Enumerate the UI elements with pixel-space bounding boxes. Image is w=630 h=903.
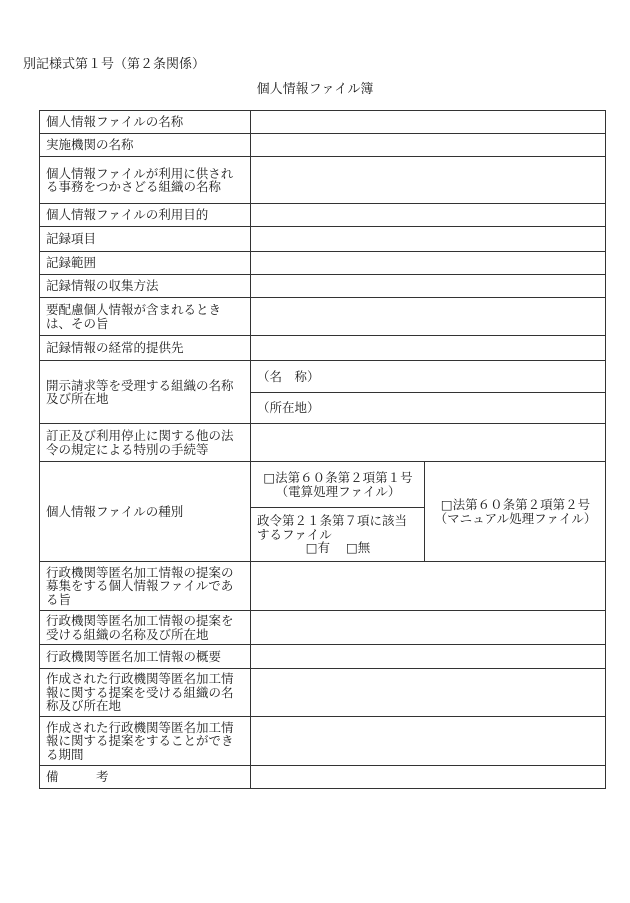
row-label-created-anon-org: 作成された行政機関等匿名加工情報に関する提案を受ける組織の名称及び所在地 xyxy=(40,669,251,717)
row-label-anon-proposal-recruit: 行政機関等匿名加工情報の提案の募集をする個人情報ファイルである旨 xyxy=(40,562,251,611)
row-label-request-org: 開示請求等を受理する組織の名称及び所在地 xyxy=(40,361,251,424)
file-type-option-2[interactable] xyxy=(425,462,606,562)
row-label-created-anon-period: 作成された行政機関等匿名加工情報に関する提案をすることができる期間 xyxy=(40,717,251,766)
request-org-name-label: （名 称） xyxy=(257,368,320,384)
org-in-charge-field[interactable] xyxy=(251,157,606,204)
form-title: 個人情報ファイル簿 xyxy=(256,82,374,97)
row-label-anon-summary: 行政機関等匿名加工情報の概要 xyxy=(40,645,251,669)
row-label-collection-method: 記録情報の収集方法 xyxy=(40,275,251,298)
row-label-special-procedures: 訂正及び利用停止に関する他の法令の規定による特別の手続等 xyxy=(40,424,251,462)
record-items-field[interactable] xyxy=(251,227,606,252)
row-label-record-scope: 記録範囲 xyxy=(40,252,251,275)
collection-method-field[interactable] xyxy=(251,275,606,298)
row-label-sensitive-info: 要配慮個人情報が含まれるときは、その旨 xyxy=(40,298,251,336)
row-label-purpose: 個人情報ファイルの利用目的 xyxy=(40,204,251,227)
form-label: 別記様式第１号（第２条関係） xyxy=(23,57,206,72)
file-type-option-2-code: □法第６０条第２項第２号 xyxy=(440,497,591,512)
file-type-option-1-code: □法第６０条第２項第１号 xyxy=(263,470,413,485)
row-label-record-items: 記録項目 xyxy=(40,227,251,252)
sensitive-info-field[interactable] xyxy=(251,298,606,336)
request-org-address-field[interactable] xyxy=(251,393,606,424)
agency-name-field[interactable] xyxy=(251,134,606,157)
file-type-sub-no-checkbox[interactable]: □無 xyxy=(345,540,371,556)
anon-summary-field[interactable] xyxy=(251,645,606,669)
file-type-sub-cell xyxy=(251,508,425,562)
request-org-name-field[interactable] xyxy=(251,361,606,393)
remarks-field[interactable] xyxy=(251,766,606,789)
row-label-remarks: 備 考 xyxy=(40,766,251,789)
file-type-option-2-desc: （マニュアル処理ファイル） xyxy=(434,510,597,526)
regular-recipients-field[interactable] xyxy=(251,336,606,361)
request-org-address-label: （所在地） xyxy=(257,400,320,416)
anon-proposal-recruit-field[interactable] xyxy=(251,562,606,611)
anon-proposal-org-field[interactable] xyxy=(251,611,606,645)
file-type-option-1[interactable] xyxy=(251,462,425,508)
row-label-file-name: 個人情報ファイルの名称 xyxy=(40,111,251,134)
row-label-agency-name: 実施機関の名称 xyxy=(40,134,251,157)
file-type-sub-text: 政令第２１条第７項に該当するファイル xyxy=(257,513,408,542)
file-type-option-1-desc: （電算処理ファイル） xyxy=(275,483,401,499)
row-label-regular-recipients: 記録情報の経常的提供先 xyxy=(40,336,251,361)
file-ledger-table xyxy=(39,110,606,789)
file-type-sub-yes-checkbox[interactable]: □有 xyxy=(305,540,331,556)
file-name-field[interactable] xyxy=(251,111,606,134)
created-anon-period-field[interactable] xyxy=(251,717,606,766)
purpose-field[interactable] xyxy=(251,204,606,227)
row-label-anon-proposal-org: 行政機関等匿名加工情報の提案を受ける組織の名称及び所在地 xyxy=(40,611,251,645)
row-label-org-in-charge: 個人情報ファイルが利用に供される事務をつかさどる組織の名称 xyxy=(40,157,251,204)
special-procedures-field[interactable] xyxy=(251,424,606,462)
record-scope-field[interactable] xyxy=(251,252,606,275)
created-anon-org-field[interactable] xyxy=(251,669,606,717)
row-label-file-type: 個人情報ファイルの種別 xyxy=(40,462,251,562)
